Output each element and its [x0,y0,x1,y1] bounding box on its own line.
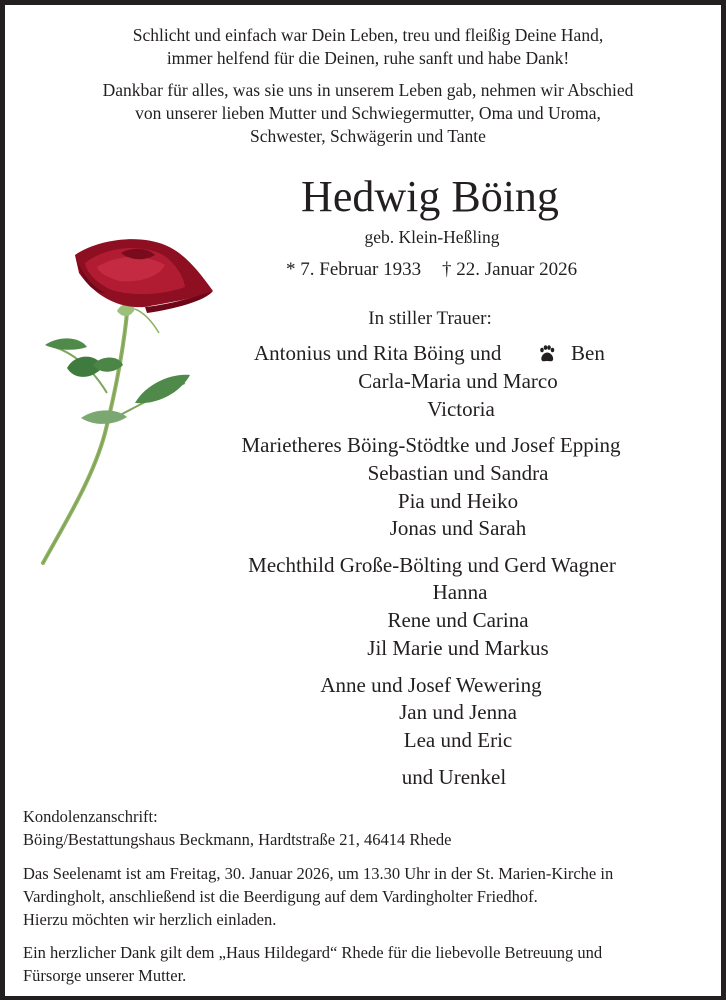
birth-name: geb. Klein-Heßling [364,227,500,247]
family-3-member-3: Jil Marie und Markus [367,636,549,660]
great-grandchildren: und Urenkel [401,765,507,789]
thanks-line-1: Ein herzlicher Dank gilt dem „Haus Hildegard“ Rhede für die liebevolle Betreuung und [23,943,603,962]
thanks-line-2: Fürsorge unserer Mutter. [23,966,187,985]
condolence-label: Kondolenzanschrift: [23,807,158,826]
mourners-heading: In stiller Trauer: [368,308,492,329]
intro-line-3: Schwester, Schwägerin und Tante [250,126,486,146]
family-4-head: Anne und Josef Wewering [320,673,542,697]
verse-line-2: immer helfend für die Deinen, ruhe sanft und habe Dank! [166,48,570,68]
family-1-member-1: Carla-Maria und Marco [358,369,558,393]
birth-date: * 7. Februar 1933 [286,259,422,280]
service-line-1: Das Seelenamt ist am Freitag, 30. Januar 2026, um 13.30 Uhr in der St. Marien-Kirche in [23,864,614,883]
intro-line-2: von unserer lieben Mutter und Schwiegermutter, Oma und Uroma, [135,103,601,123]
family-2-member-3: Jonas und Sarah [389,516,527,540]
family-4-member-1: Jan und Jenna [399,700,517,724]
family-3-head: Mechthild Große-Bölting und Gerd Wagner [248,553,616,577]
family-2-head: Marietheres Böing-Stödtke und Josef Epping [241,433,621,457]
family-2-member-1: Sebastian und Sandra [367,461,549,485]
red-rose-image [35,233,220,568]
verse-line-1: Schlicht und einfach war Dein Leben, treu und fleißig Deine Hand, [132,25,604,45]
death-date: † 22. Januar 2026 [442,259,578,280]
family-4-member-2: Lea und Eric [403,728,513,752]
family-3-member-2: Rene und Carina [387,608,529,632]
family-2-member-2: Pia und Heiko [397,489,519,513]
pet-name: Ben [571,341,605,365]
family-3-member-1: Hanna [432,580,488,604]
condolence-address: Böing/Bestattungshaus Beckmann, Hardtstraße 21, 46414 Rhede [23,830,452,849]
paw-icon [538,345,556,363]
deceased-name: Hedwig Böing [301,172,559,221]
service-line-3: Hierzu möchten wir herzlich einladen. [23,910,277,929]
family-1-member-2: Victoria [427,397,495,421]
service-line-2: Vardingholt, anschließend ist die Beerdigung auf dem Vardingholter Friedhof. [23,887,538,906]
intro-line-1: Dankbar für alles, was sie uns in unserem Leben gab, nehmen wir Abschied [102,80,634,100]
family-1-head: Antonius und Rita Böing und [254,341,502,365]
